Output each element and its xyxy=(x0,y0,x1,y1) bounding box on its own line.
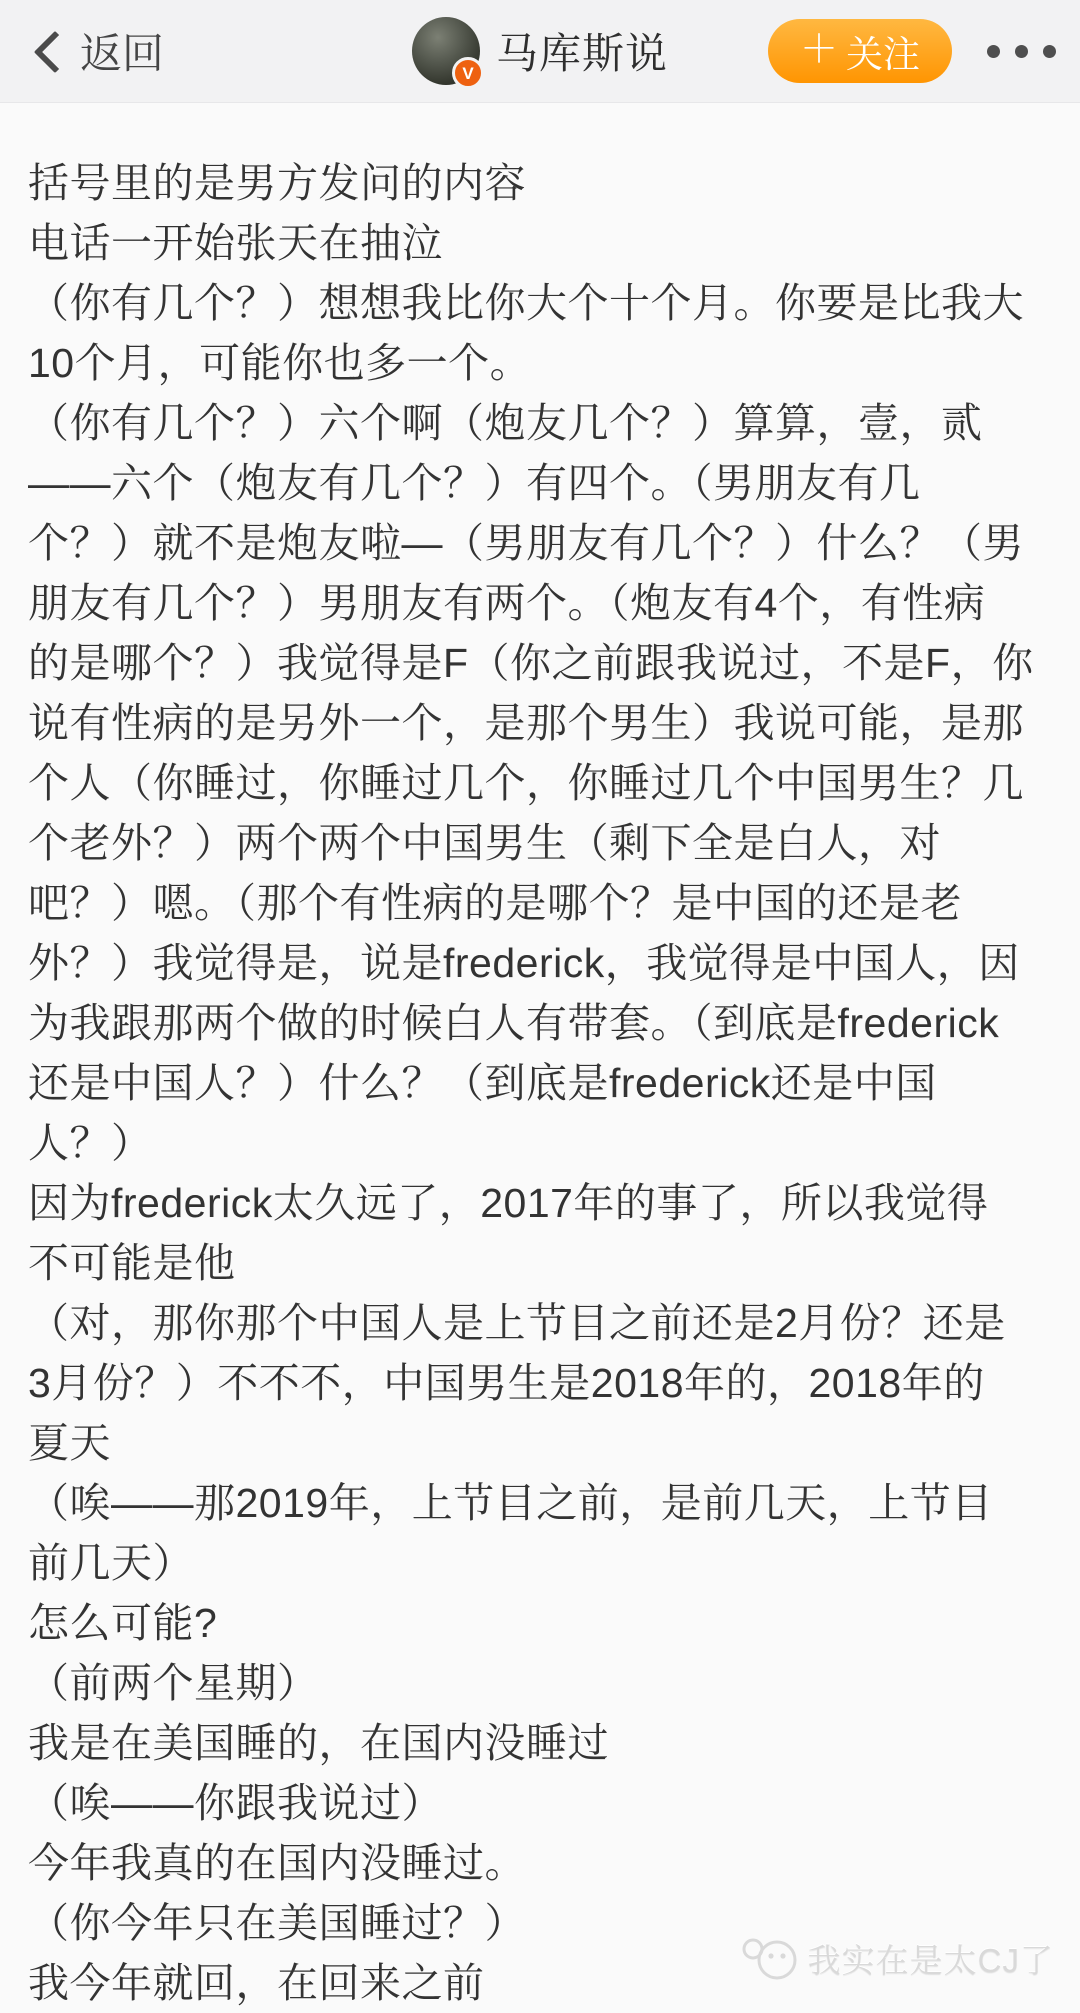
plus-icon: ＋ xyxy=(799,29,838,71)
back-button[interactable] xyxy=(40,0,164,102)
article-line: 电话一开始张天在抽泣 xyxy=(28,220,443,266)
article-line: 前几天） xyxy=(28,1540,194,1586)
back-label: 返回 xyxy=(80,30,165,77)
ellipsis-dot-icon xyxy=(1015,45,1028,58)
article-line: 朋友有几个？）男朋友有两个。（炮友有4个，有性病 xyxy=(28,580,986,626)
article-line: 今年我真的在国内没睡过。 xyxy=(28,1840,526,1886)
chevron-left-icon xyxy=(34,31,76,73)
article-line: （唉——那2019年，上节目之前，是前几天，上节目 xyxy=(28,1480,993,1526)
article-line: 我是在美国睡的，在国内没睡过 xyxy=(28,1720,609,1766)
article-line: 我今年就回，在回来之前 xyxy=(28,1960,485,2006)
profile-avatar[interactable] xyxy=(412,17,480,85)
article-line: 因为frederick太久远了，2017年的事了，所以我觉得 xyxy=(28,1180,989,1226)
article-line: （你有几个？）六个啊（炮友几个？）算算，壹，贰 xyxy=(28,400,983,446)
article-body xyxy=(0,103,1080,2013)
article-line: 还是中国人？）什么？（到底是frederick还是中国 xyxy=(28,1060,937,1106)
article-line: 外？）我觉得是，说是frederick，我觉得是中国人，因 xyxy=(28,940,1020,986)
ellipsis-dot-icon xyxy=(1043,45,1056,58)
article-line: 人？） xyxy=(28,1120,153,1166)
profile-name: 马库斯说 xyxy=(495,30,669,77)
article-line: 10个月，可能你也多一个。 xyxy=(28,340,532,386)
article-line: （唉——你跟我说过） xyxy=(28,1780,443,1826)
article-line: 为我跟那两个做的时候白人有带套。（到底是frederick xyxy=(28,1000,1000,1046)
article-line: 怎么可能? xyxy=(28,1600,218,1646)
article-line: （你有几个？）想想我比你大个十个月。你要是比我大 xyxy=(28,280,1024,326)
article-line: （你今年只在美国睡过？） xyxy=(28,1900,526,1946)
article-line: （前两个星期） xyxy=(28,1660,319,1706)
follow-button[interactable] xyxy=(768,19,952,83)
article-line: 个？）就不是炮友啦—（男朋友有几个？）什么？（男 xyxy=(28,520,1024,566)
article-line: 吧？）嗯。（那个有性病的是哪个？是中国的还是老 xyxy=(28,880,962,926)
article-line: 括号里的是男方发问的内容 xyxy=(28,160,526,206)
more-button[interactable] xyxy=(983,0,1060,102)
top-navigation-bar xyxy=(0,0,1080,103)
article-line: 3月份？）不不不，中国男生是2018年的，2018年的 xyxy=(28,1360,985,1406)
article-line: 个老外？）两个两个中国男生（剩下全是白人，对 xyxy=(28,820,941,866)
article-line: 个人（你睡过，你睡过几个，你睡过几个中国男生？几 xyxy=(28,760,1024,806)
article-line: 夏天 xyxy=(28,1420,111,1466)
verified-badge-icon: V xyxy=(452,57,484,89)
ellipsis-dot-icon xyxy=(987,45,1000,58)
article-line: （对，那你那个中国人是上节目之前还是2月份？还是 xyxy=(28,1300,1006,1346)
profile-header[interactable] xyxy=(412,0,668,102)
article-line: 的是哪个？）我觉得是F（你之前跟我说过，不是F，你 xyxy=(28,640,1034,686)
article-line: 说有性病的是另外一个，是那个男生）我说可能，是那 xyxy=(28,700,1024,746)
article-line: ——六个（炮友有几个？）有四个。（男朋友有几 xyxy=(28,460,921,506)
follow-label: 关注 xyxy=(846,34,920,75)
article-line: 不可能是他 xyxy=(28,1240,236,1286)
watermark-text: 我实在是太CJ了 xyxy=(807,1941,1054,1979)
